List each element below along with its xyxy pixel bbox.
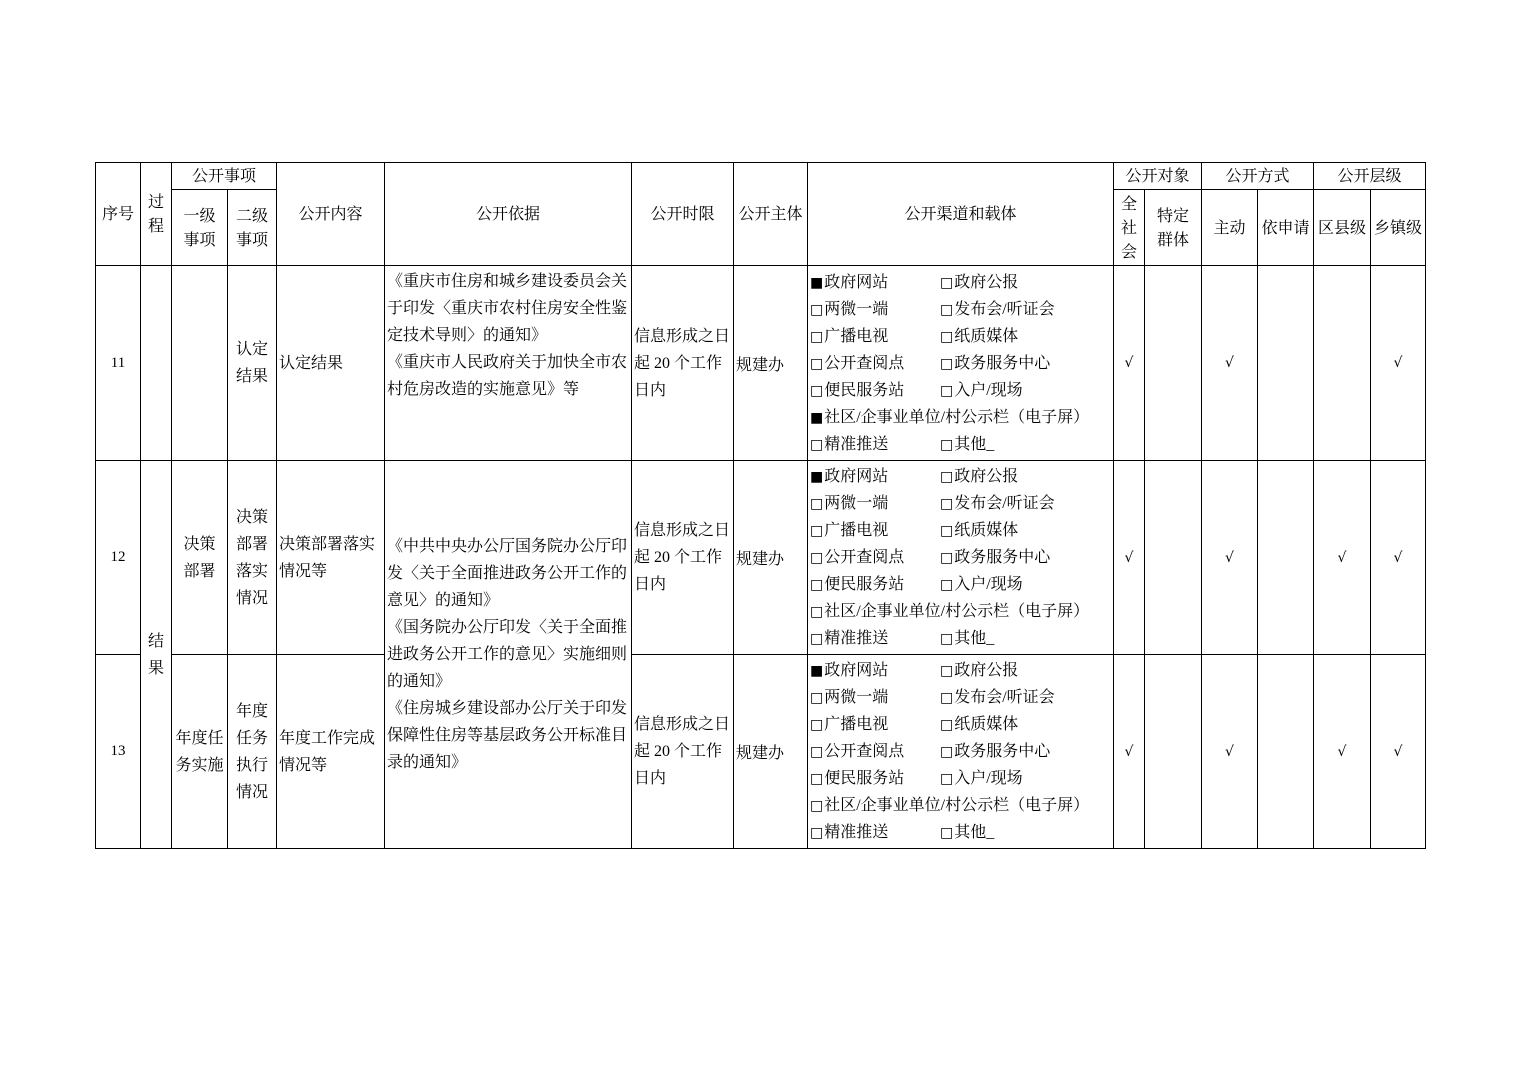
channel-option (810, 657, 940, 685)
channel-option (810, 490, 940, 518)
unchecked-box-icon: □ (810, 744, 824, 760)
header-level-town-label: 乡镇级 (1373, 217, 1422, 237)
header-subject (734, 163, 808, 266)
row-seq-number: 13 (110, 743, 126, 759)
unchecked-box-icon: □ (940, 744, 954, 760)
unchecked-box-icon: □ (810, 328, 824, 345)
channel-option (810, 463, 940, 491)
channel-option (940, 323, 1018, 351)
unchecked-box-icon: □ (810, 771, 824, 787)
channel-option (810, 684, 940, 712)
unchecked-box-icon: □ (940, 523, 954, 539)
channel-label: 政府公报 (954, 468, 1019, 485)
text-line: 村危房改造的实施意见》等 (387, 381, 580, 398)
header-seq (96, 163, 141, 266)
text-line: 全 (1120, 193, 1137, 213)
text-line: 年度任 (175, 729, 224, 747)
header-process (141, 163, 172, 266)
channel-option (940, 819, 994, 847)
channel-line (810, 431, 1089, 458)
channel-label: 广播电视 (824, 716, 889, 733)
text-line: 《中共中央办公厅国务院办公厅印 (387, 538, 628, 555)
channel-label: 社区/企事业单位/村公示栏（电子屏） (824, 797, 1090, 814)
channel-option (940, 657, 1018, 685)
channel-label: 精准推送 (824, 630, 889, 647)
header-audience-all (1114, 190, 1145, 266)
channel-label: 社区/企事业单位/村公示栏（电子屏） (824, 408, 1090, 426)
row-12-all-society (1114, 461, 1145, 655)
channel-option (810, 377, 940, 405)
channel-line (810, 598, 1089, 625)
text-line: 情况等 (279, 562, 328, 580)
text-line: 情况等 (279, 756, 328, 774)
text-line: 《重庆市住房和城乡建设委员会关 (387, 273, 628, 290)
header-method-request (1258, 190, 1314, 266)
text-line: 日内 (634, 381, 667, 399)
row-12-time-limit (632, 461, 734, 655)
row-12-level2 (228, 461, 277, 655)
text-line: 结 (147, 632, 164, 650)
channel-label: 两微一端 (824, 495, 889, 512)
row-13-content (277, 655, 385, 849)
channel-label: 其他_ (954, 435, 995, 453)
channel-line (810, 765, 1089, 792)
text-line: 决策部署落实 (279, 535, 376, 553)
unchecked-box-icon: □ (810, 355, 824, 372)
channel-label: 入户/现场 (954, 576, 1023, 593)
channel-option (940, 350, 1050, 378)
header-audience-group (1114, 163, 1202, 190)
channel-option (940, 711, 1018, 739)
text-line: 事项 (235, 229, 268, 249)
header-items-group-label: 公开事项 (191, 166, 256, 185)
unchecked-box-icon: □ (810, 577, 824, 593)
row-11-seq (96, 266, 141, 461)
row-13-subject (734, 655, 808, 849)
unchecked-box-icon: □ (940, 274, 954, 291)
channel-list (810, 463, 1089, 652)
text-line: 起 20 个工作 (634, 549, 723, 566)
text-line: 二级 (235, 205, 268, 225)
channel-line (810, 350, 1089, 377)
row-13-level2 (228, 655, 277, 849)
header-content (277, 163, 385, 266)
row-13-county (1314, 655, 1371, 849)
unchecked-box-icon: □ (940, 577, 954, 593)
channel-line (810, 571, 1089, 598)
row-11-county (1314, 266, 1371, 461)
channel-list (810, 269, 1089, 458)
unchecked-box-icon: □ (940, 690, 954, 706)
row-12-on-request (1258, 461, 1314, 655)
text-line: 年度 (235, 702, 268, 720)
channel-label: 政务服务中心 (954, 549, 1051, 566)
unchecked-box-icon: □ (810, 690, 824, 706)
header-method-group-label: 公开方式 (1225, 166, 1290, 185)
text-line: 定技术导则〉的通知》 (387, 327, 548, 344)
channel-option (940, 431, 994, 459)
text-line: 日内 (634, 576, 667, 593)
channel-option (810, 598, 1089, 626)
header-basis-label: 公开依据 (475, 204, 540, 223)
row-12-13-process (141, 461, 172, 849)
text-line: 情况 (235, 589, 268, 607)
channel-label: 政务服务中心 (954, 354, 1051, 372)
channel-label: 社区/企事业单位/村公示栏（电子屏） (824, 603, 1090, 620)
text-line: 信息形成之日 (634, 327, 731, 345)
channel-label: 便民服务站 (824, 770, 905, 787)
channel-line (810, 490, 1089, 517)
channel-label: 发布会/听证会 (954, 495, 1055, 512)
check-mark: √ (1225, 743, 1234, 760)
channel-label: 纸质媒体 (954, 716, 1019, 733)
check-mark: √ (1337, 549, 1347, 566)
channel-option (940, 625, 994, 653)
channel-label: 精准推送 (824, 824, 889, 841)
header-channels-label: 公开渠道和载体 (904, 204, 1017, 223)
channel-label: 精准推送 (824, 435, 889, 453)
text-line: 起 20 个工作 (634, 354, 723, 372)
channel-label: 政府网站 (824, 468, 889, 485)
check-mark: √ (1124, 355, 1134, 371)
text-line: 结果 (235, 368, 268, 385)
unchecked-box-icon: □ (810, 301, 824, 318)
channel-line (810, 738, 1089, 765)
channel-label: 公开查阅点 (824, 743, 905, 760)
unchecked-box-icon: □ (940, 717, 954, 733)
row-11-all-society (1114, 266, 1145, 461)
row-13-all-society (1114, 655, 1145, 849)
unchecked-box-icon: □ (940, 631, 954, 647)
row-13-seq (96, 655, 141, 849)
channel-option (940, 684, 1055, 712)
channel-line (810, 323, 1089, 350)
channel-line (810, 296, 1089, 323)
header-level-town (1371, 190, 1426, 266)
channel-label: 政府网站 (824, 662, 889, 679)
unchecked-box-icon: □ (940, 469, 954, 485)
channel-option (940, 738, 1050, 766)
unchecked-box-icon: □ (940, 382, 954, 399)
row-11-content (277, 266, 385, 461)
channel-option (810, 711, 940, 739)
check-mark: √ (1393, 355, 1403, 371)
unchecked-box-icon: □ (940, 328, 954, 345)
unchecked-box-icon: □ (940, 825, 954, 841)
row-12-channels (808, 461, 1114, 655)
row-11-level2 (228, 266, 277, 461)
channel-line (810, 269, 1089, 296)
channel-line (810, 711, 1089, 738)
unchecked-box-icon: □ (810, 631, 824, 647)
row-13-time-limit (632, 655, 734, 849)
header-subject-label: 公开主体 (738, 204, 803, 223)
channel-option (940, 463, 1018, 491)
text-line: 落实 (235, 562, 268, 580)
row-seq-number: 12 (110, 549, 126, 565)
channel-option (940, 571, 1023, 599)
text-line: 于印发〈重庆市农村住房安全性鉴 (387, 300, 628, 317)
text-line: 会 (1120, 241, 1137, 261)
header-seq-label: 序号 (101, 204, 134, 223)
text-line: 果 (147, 659, 164, 677)
checked-box-icon: ■ (810, 274, 824, 291)
channel-option (810, 792, 1089, 820)
row-13-level1 (172, 655, 228, 849)
unchecked-box-icon: □ (940, 771, 954, 787)
channel-list (810, 657, 1089, 846)
channel-label: 政府网站 (824, 273, 889, 291)
channel-option (810, 625, 940, 653)
unchecked-box-icon: □ (810, 604, 824, 620)
unchecked-box-icon: □ (940, 301, 954, 318)
row-13-town (1371, 655, 1426, 849)
text-line: 社 (1120, 217, 1137, 237)
channel-line (810, 792, 1089, 819)
row-13-on-request (1258, 655, 1314, 849)
text-line: 进政务公开工作的意见〉实施细则 (387, 646, 628, 663)
channel-label: 其他_ (954, 630, 995, 647)
header-method-active-label: 主动 (1213, 217, 1246, 237)
check-mark: √ (1124, 743, 1134, 760)
header-channels (808, 163, 1114, 266)
channel-line (810, 625, 1089, 652)
unchecked-box-icon: □ (810, 496, 824, 512)
text-line: 事项 (183, 229, 216, 249)
header-level-county-label: 区县级 (1317, 217, 1366, 237)
row-12-level1 (172, 461, 228, 655)
channel-option (810, 738, 940, 766)
channel-label: 入户/现场 (954, 770, 1023, 787)
channel-line (810, 377, 1089, 404)
channel-label: 两微一端 (824, 300, 889, 318)
unchecked-box-icon: □ (810, 717, 824, 733)
channel-label: 公开查阅点 (824, 354, 905, 372)
channel-option (940, 269, 1018, 297)
text-line: 部署 (183, 562, 216, 580)
row-subject: 规建办 (736, 745, 785, 762)
text-line: 《国务院办公厅印发〈关于全面推 (387, 619, 628, 636)
row-11-town (1371, 266, 1426, 461)
channel-label: 政务服务中心 (954, 743, 1051, 760)
text-line: 群体 (1156, 229, 1189, 249)
unchecked-box-icon: □ (810, 825, 824, 841)
header-level-group (1314, 163, 1426, 190)
channel-option (810, 350, 940, 378)
row-12-active (1202, 461, 1258, 655)
row-11-process (141, 266, 172, 461)
channel-option (810, 431, 940, 459)
unchecked-box-icon: □ (810, 382, 824, 399)
header-audience-specific (1145, 190, 1202, 266)
header-method-group (1202, 163, 1314, 190)
channel-option (940, 544, 1050, 572)
text-line: 执行 (235, 756, 268, 774)
check-mark: √ (1124, 549, 1134, 566)
text-line: 信息形成之日 (634, 522, 731, 539)
text-line: 程 (147, 216, 164, 235)
channel-line (810, 657, 1089, 684)
header-content-label: 公开内容 (298, 204, 363, 223)
text-line: 部署 (235, 535, 268, 553)
row-12-content (277, 461, 385, 655)
channel-option (810, 404, 1089, 432)
row-11-level1 (172, 266, 228, 461)
channel-label: 发布会/听证会 (954, 300, 1055, 318)
channel-label: 便民服务站 (824, 576, 905, 593)
text-line: 务实施 (175, 756, 224, 774)
text-line: 特定 (1156, 205, 1189, 225)
text-line: 《重庆市人民政府关于加快全市农 (387, 354, 628, 371)
text-line: 情况 (235, 783, 268, 801)
checked-box-icon: ■ (810, 469, 824, 485)
row-11-specific-group (1145, 266, 1202, 461)
unchecked-box-icon: □ (940, 436, 954, 453)
channel-label: 两微一端 (824, 689, 889, 706)
text-line: 信息形成之日 (634, 716, 731, 733)
row-11-subject (734, 266, 808, 461)
channel-label: 纸质媒体 (954, 522, 1019, 539)
unchecked-box-icon: □ (810, 523, 824, 539)
channel-option (810, 517, 940, 545)
text-line: 过 (147, 192, 164, 211)
header-items-group (172, 163, 277, 190)
text-line: 《住房城乡建设部办公厅关于印发 (387, 700, 628, 717)
channel-line (810, 463, 1089, 490)
channel-option (940, 765, 1023, 793)
header-time-limit-label: 公开时限 (650, 204, 715, 223)
header-method-request-label: 依申请 (1261, 217, 1310, 237)
channel-option (810, 544, 940, 572)
text-line: 年度工作完成 (279, 729, 376, 747)
row-11-channels (808, 266, 1114, 461)
check-mark: √ (1393, 743, 1403, 760)
text-line: 日内 (634, 770, 667, 787)
header-time-limit (632, 163, 734, 266)
check-mark: √ (1393, 549, 1403, 566)
channel-label: 便民服务站 (824, 381, 905, 399)
text-line: 一级 (183, 205, 216, 225)
header-audience-group-label: 公开对象 (1125, 166, 1190, 185)
checked-box-icon: ■ (810, 663, 824, 679)
text-line: 决策 (183, 535, 216, 553)
channel-line (810, 684, 1089, 711)
disclosure-table (95, 162, 1426, 849)
row-13-specific-group (1145, 655, 1202, 849)
check-mark: √ (1225, 549, 1234, 566)
header-level-group-label: 公开层级 (1337, 166, 1402, 185)
row-13-channels (808, 655, 1114, 849)
unchecked-box-icon: □ (940, 550, 954, 566)
unchecked-box-icon: □ (810, 436, 824, 453)
channel-line (810, 404, 1089, 431)
row-12-13-basis (385, 461, 632, 849)
text-line: 的通知》 (387, 673, 452, 690)
text-line: 任务 (235, 729, 268, 747)
channel-label: 纸质媒体 (954, 327, 1019, 345)
header-level1 (172, 190, 228, 266)
row-11-basis (385, 266, 632, 461)
channel-label: 政府公报 (954, 662, 1019, 679)
channel-option (810, 323, 940, 351)
row-12-county (1314, 461, 1371, 655)
channel-label: 入户/现场 (954, 381, 1023, 399)
text-line: 认定结果 (279, 354, 344, 372)
channel-option (940, 490, 1055, 518)
row-12-subject (734, 461, 808, 655)
text-line: 保障性住房等基层政务公开标准目 (387, 727, 628, 744)
checked-box-icon: ■ (810, 409, 824, 426)
channel-option (940, 517, 1018, 545)
channel-label: 广播电视 (824, 327, 889, 345)
channel-label: 广播电视 (824, 522, 889, 539)
channel-option (940, 377, 1023, 405)
channel-line (810, 544, 1089, 571)
row-12-specific-group (1145, 461, 1202, 655)
channel-label: 公开查阅点 (824, 549, 905, 566)
row-subject: 规建办 (736, 356, 785, 374)
channel-line (810, 517, 1089, 544)
text-line: 意见〉的通知》 (387, 592, 500, 609)
channel-label: 政府公报 (954, 273, 1019, 291)
channel-option (940, 296, 1055, 324)
row-seq-number: 11 (110, 354, 126, 371)
channel-option (810, 765, 940, 793)
channel-line (810, 819, 1089, 846)
row-11-active (1202, 266, 1258, 461)
text-line: 发〈关于全面推进政务公开工作的 (387, 565, 628, 582)
header-level2 (228, 190, 277, 266)
unchecked-box-icon: □ (940, 496, 954, 512)
text-line: 录的通知》 (387, 754, 468, 771)
text-line: 认定 (235, 341, 268, 358)
channel-option (810, 571, 940, 599)
unchecked-box-icon: □ (810, 550, 824, 566)
channel-option (810, 296, 940, 324)
text-line: 决策 (235, 508, 268, 526)
header-basis (385, 163, 632, 266)
row-12-town (1371, 461, 1426, 655)
channel-option (810, 819, 940, 847)
row-11-on-request (1258, 266, 1314, 461)
channel-label: 其他_ (954, 824, 995, 841)
unchecked-box-icon: □ (810, 798, 824, 814)
row-subject: 规建办 (736, 551, 785, 568)
header-level-county (1314, 190, 1371, 266)
check-mark: √ (1337, 743, 1347, 760)
unchecked-box-icon: □ (940, 355, 954, 372)
header-method-active (1202, 190, 1258, 266)
unchecked-box-icon: □ (940, 663, 954, 679)
check-mark: √ (1225, 355, 1234, 371)
text-line: 起 20 个工作 (634, 743, 723, 760)
channel-option (810, 269, 940, 297)
channel-label: 发布会/听证会 (954, 689, 1055, 706)
row-13-active (1202, 655, 1258, 849)
row-12-seq (96, 461, 141, 655)
row-11-time-limit (632, 266, 734, 461)
